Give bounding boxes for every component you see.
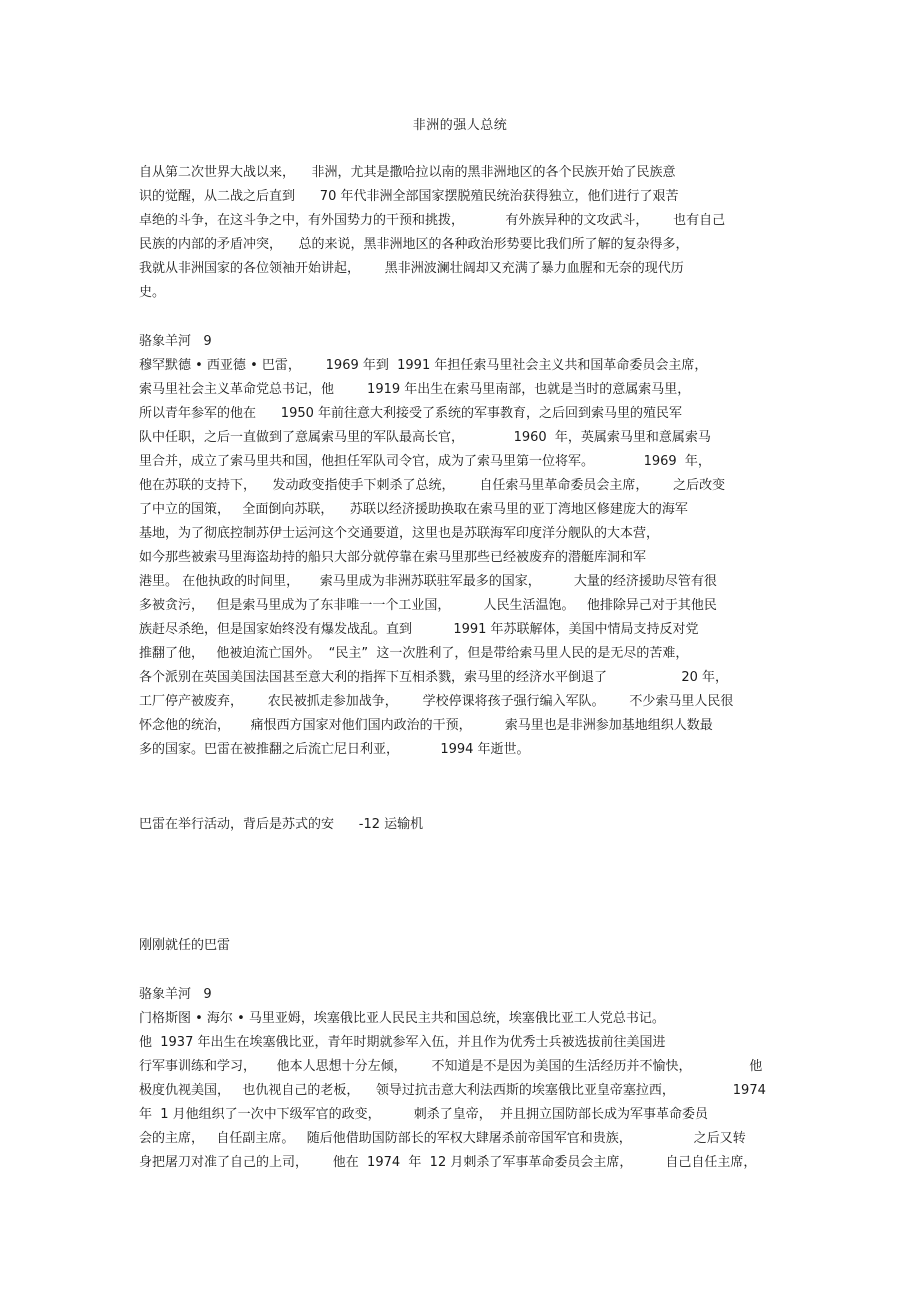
section-heading: 骆象羊河 9 [139, 987, 212, 1002]
body-line: 工厂停产被废弃， 农民被抓走参加战争， 学校停课将孩子强行编入军队。 不少索马里人民很 [139, 694, 734, 709]
intro-line: 我就从非洲国家的各位领袖开始讲起， 黑非洲波澜壮阔却又充满了暴力血腥和无奈的现代历 [139, 261, 684, 276]
intro-line: 识的觉醒，从二战之后直到 70 年代非洲全部国家摆脱殖民统治获得独立，他们进行了艰苦 [139, 189, 679, 204]
intro-line: 史。 [139, 285, 166, 300]
body-line: 基地，为了彻底控制苏伊士运河这个交通要道，这里也是苏联海军印度洋分舰队的大本营， [139, 526, 660, 541]
body-line: 多的国家。巴雷在被推翻之后流亡尼日利亚， 1994 年逝世。 [139, 742, 530, 757]
document-title: 非洲的强人总统 [412, 118, 508, 133]
body-line: 如今那些被索马里海盗劫持的船只大部分就停靠在索马里那些已经被废弃的潜艇库洞和军 [139, 550, 647, 565]
body-line: 他在苏联的支持下， 发动政变指使手下刺杀了总统， 自任索马里革命委员会主席， 之后改变 [139, 478, 726, 493]
section-heading: 骆象羊河 9 [139, 334, 212, 349]
body-line: 身把屠刀对准了自己的上司， 他在 1974 年 12 月刺杀了军事革命委员会主席， 自己自任主席， [139, 1155, 757, 1170]
body-line: 他 1937 年出生在埃塞俄比亚，青年时期就参军入伍，并且作为优秀士兵被选拔前往美国进 [139, 1035, 666, 1050]
intro-line: 卓绝的斗争，在这斗争之中，有外国势力的干预和挑拨， 有外族异种的文攻武斗， 也有自己 [139, 213, 726, 228]
body-line: 队中任职，之后一直做到了意属索马里的军队最高长官， 1960 年，英属索马里和意属索马 [139, 430, 711, 445]
body-line: 怀念他的统治， 痛恨西方国家对他们国内政治的干预， 索马里也是非洲参加基地组织人数最 [139, 718, 713, 733]
body-line: 极度仇视美国， 也仇视自己的老板， 领导过抗击意大利法西斯的埃塞俄比亚皇帝塞拉西， 1974 [139, 1083, 766, 1098]
body-line: 港里。 在他执政的时间里， 索马里成为非洲苏联驻军最多的国家， 大量的经济援助尽管有很 [139, 574, 717, 589]
body-line: 会的主席， 自任副主席。 随后他借助国防部长的军权大肆屠杀前帝国军官和贵族， 之后又转 [139, 1131, 746, 1146]
body-line: 里合并，成立了索马里共和国，他担任军队司令官，成为了索马里第一位将军。 1969 年， [139, 454, 711, 469]
photo-caption: 巴雷在举行活动，背后是苏式的安 -12 运输机 [139, 817, 424, 832]
body-line: 推翻了他， 他被迫流亡国外。 “民主” 这一次胜利了，但是带给索马里人民的是无尽的苦难， [139, 646, 689, 661]
body-line: 穆罕默德 • 西亚德 • 巴雷， 1969 年到 1991 年担任索马里社会主义共和国革命委员会主席， [139, 358, 708, 373]
body-line: 所以青年参军的他在 1950 年前往意大利接受了系统的军事教育，之后回到索马里的殖民军 [139, 406, 683, 421]
body-line: 多被贪污， 但是索马里成为了东非唯一一个工业国， 人民生活温饱。 他排除异己对于其他民 [139, 598, 717, 613]
body-line: 索马里社会主义革命党总书记，他 1919 年出生在索马里南部，也就是当时的意属索马里， [139, 382, 691, 397]
photo-caption: 刚刚就任的巴雷 [139, 938, 231, 953]
body-line: 门格斯图 • 海尔 • 马里亚姆，埃塞俄比亚人民民主共和国总统，埃塞俄比亚工人党总书记。 [139, 1011, 665, 1026]
body-line: 了中立的国策， 全面倒向苏联， 苏联以经济援助换取在索马里的亚丁湾地区修建庞大的海军 [139, 502, 688, 517]
body-line: 年 1 月他组织了一次中下级军官的政变， 刺杀了皇帝， 并且拥立国防部长成为军事革命委员 [139, 1107, 708, 1122]
body-line: 各个派别在英国美国法国甚至意大利的指挥下互相杀戮，索马里的经济水平倒退了 20 年， [139, 670, 729, 685]
intro-line: 自从第二次世界大战以来， 非洲，尤其是撒哈拉以南的黑非洲地区的各个民族开始了民族意 [139, 165, 676, 180]
intro-line: 民族的内部的矛盾冲突， 总的来说，黑非洲地区的各种政治形势要比我们所了解的复杂得多， [139, 237, 689, 252]
body-line: 行军事训练和学习， 他本人思想十分左倾， 不知道是不是因为美国的生活经历并不愉快， 他 [139, 1059, 763, 1074]
body-line: 族赶尽杀绝，但是国家始终没有爆发战乱。直到 1991 年苏联解体，美国中情局支持反对党 [139, 622, 699, 637]
